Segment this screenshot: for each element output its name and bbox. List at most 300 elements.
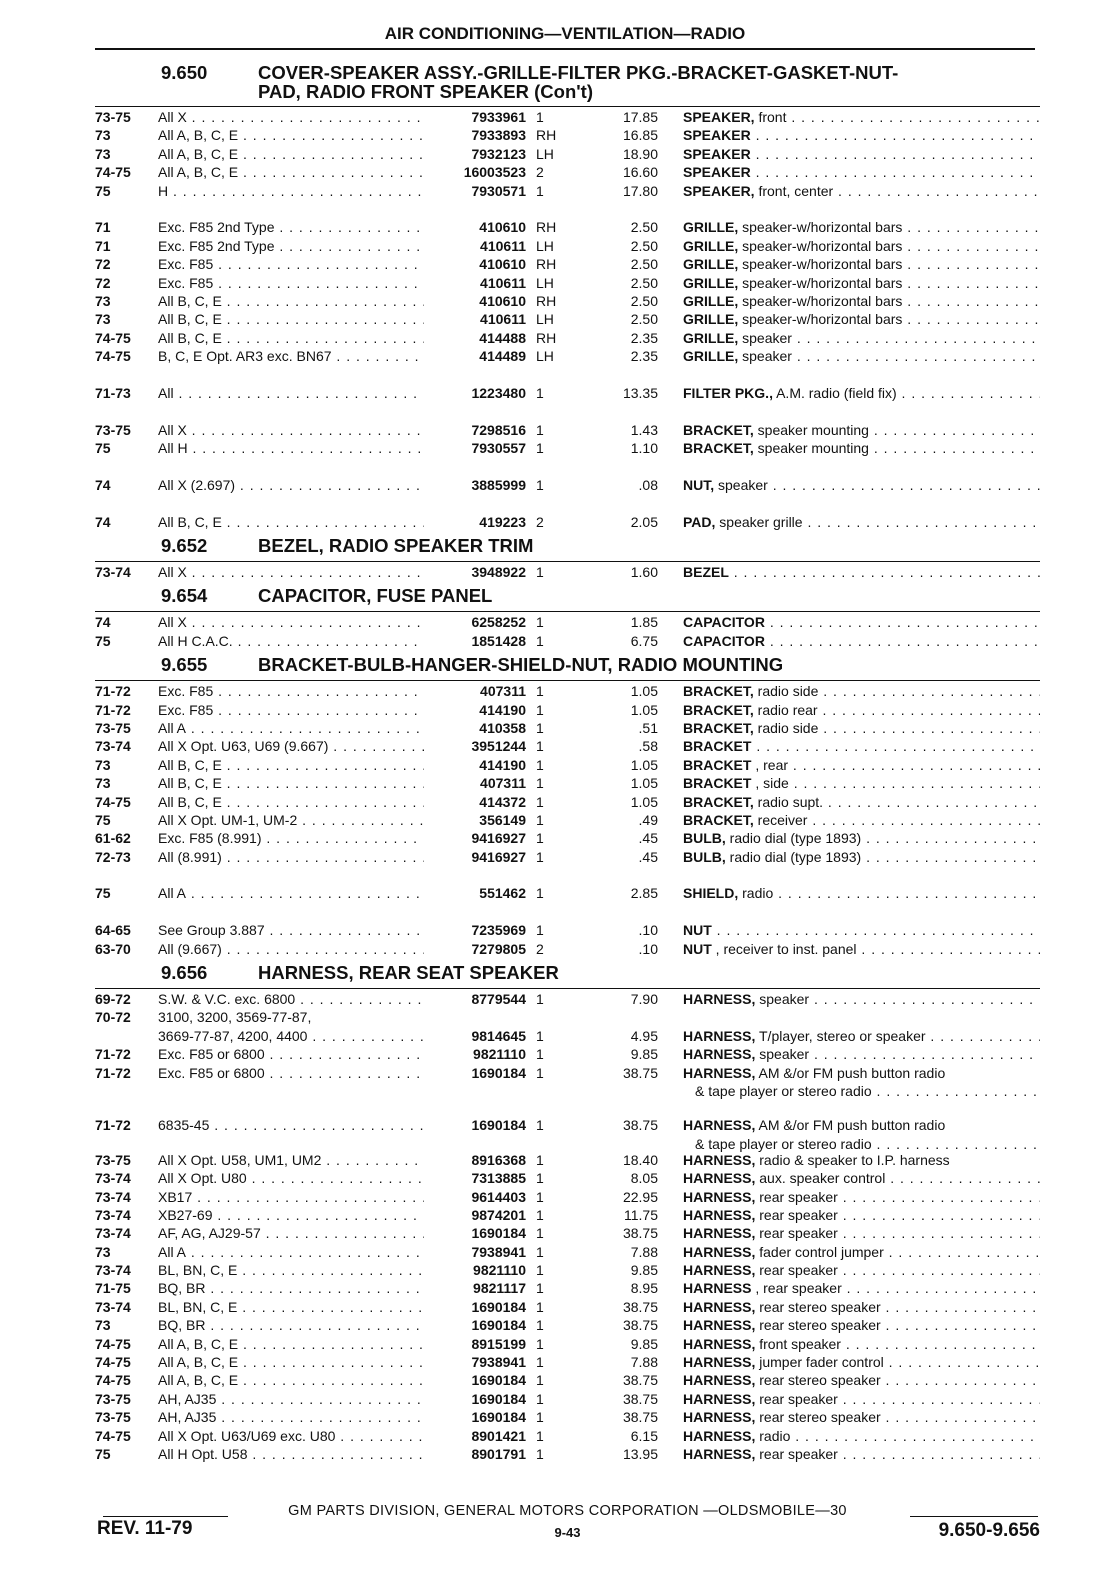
price: .49 [638,811,658,828]
price: 1.05 [630,683,658,700]
part-number: 16003523 [463,164,526,181]
quantity: 1 [536,1446,544,1462]
part-name: SPEAKER [683,127,751,144]
part-description [683,182,1040,200]
part-number: 410611 [480,311,526,328]
part-number: 410611 [480,237,526,254]
model-years: 64-65 [95,922,131,939]
application: All (8.991) . . . [158,848,424,866]
part-row [95,421,1040,439]
part-number: 8915199 [471,1335,526,1352]
part-description [683,476,1040,494]
application: All A, B, C, E . . . [158,1353,424,1371]
part-name: BRACKET [683,738,752,755]
model-years: 75 [95,182,111,199]
part-description [683,421,1040,439]
part-detail: rear speaker [755,1225,838,1242]
part-row [95,476,1040,494]
part-description [683,1427,1040,1445]
part-row [95,1169,1040,1187]
part-description [683,1335,1040,1353]
model-years: 73-75 [95,421,131,438]
part-number: 9614403 [471,1188,526,1205]
application: All B, C, E . . . [158,329,424,347]
part-description [683,329,1040,347]
application: AH, AJ35 . . . [158,1408,424,1426]
quantity: 1 [536,1117,544,1134]
price: 38.75 [622,1372,658,1389]
price: 2.50 [630,292,658,309]
price: .10 [638,940,658,957]
footer-revision: REV. 11-79 [97,1518,193,1539]
part-row [95,1045,1040,1063]
section-heading [95,958,1040,986]
part-description [683,1169,1040,1187]
quantity: 1 [536,109,544,125]
part-number: 3951244 [471,738,526,755]
model-years: 73 [95,311,111,328]
part-detail: speaker-w/horizontal bars [738,311,903,328]
part-number: 414190 [479,756,526,773]
part-number: 6258252 [471,614,526,631]
quantity: 1 [536,1188,544,1205]
application: XB17 . . . [158,1188,424,1206]
model-years: 71 [95,237,111,254]
part-number: 7313885 [471,1170,526,1187]
model-years: 73-74 [95,1262,131,1279]
model-years: 75 [95,632,111,649]
part-row [95,884,1040,902]
price: 13.95 [622,1446,658,1462]
part-row [95,613,1040,631]
part-name: GRILLE, [683,292,739,309]
part-row [95,108,1040,126]
quantity: 1 [536,632,544,649]
part-row [95,793,1040,811]
price: 13.35 [622,384,658,401]
part-row [95,1353,1040,1371]
price: .45 [638,830,658,847]
application: BQ, BR . . . [158,1279,424,1297]
price: 38.75 [622,1225,658,1242]
part-description [683,1045,1040,1063]
part-detail: radio dial (type 1893) [725,848,862,865]
model-years: 74-75 [95,164,131,181]
quantity: 1 [536,1335,544,1352]
model-years: 74-75 [95,1372,131,1389]
model-years: 73 [95,756,111,773]
quantity: 1 [536,1151,544,1168]
price: 2.50 [630,311,658,328]
part-row [95,1261,1040,1279]
part-name: HARNESS, [683,1409,756,1426]
application: All A, B, C, E . . . [158,145,424,163]
part-description [683,384,1040,402]
part-row [95,255,1040,273]
part-row [95,1224,1040,1242]
application: All B, C, E . . . [158,774,424,792]
part-description [683,829,1040,847]
model-years: 73-75 [95,1151,131,1168]
model-years: 74-75 [95,1427,131,1444]
quantity: RH [536,127,557,144]
part-description [683,613,1040,631]
part-row [95,292,1040,310]
price: 2.50 [630,237,658,254]
part-detail: , rear [751,756,789,773]
part-row [95,1027,1040,1045]
price: 4.95 [630,1027,658,1044]
model-years: 72-73 [95,848,131,865]
part-row [95,1188,1040,1206]
part-description [683,439,1040,457]
application: All B, C, E . . . [158,513,424,531]
part-row [95,310,1040,328]
price: 11.75 [624,1206,658,1223]
part-description [683,145,1040,163]
application: All . . . [158,384,424,402]
part-detail: speaker [755,1046,810,1063]
price: 6.75 [630,632,658,649]
price: 38.75 [622,1298,658,1315]
part-row [95,1064,1040,1082]
part-detail: speaker-w/horizontal bars [738,274,903,291]
quantity: 1 [536,1046,544,1063]
part-row [95,774,1040,792]
part-number: 410358 [479,719,526,736]
part-description [683,347,1040,365]
catalog-section [95,958,1040,1463]
part-detail: , receiver to inst. panel [711,940,857,957]
part-row [95,1445,1040,1463]
application: All X . . . [158,613,424,631]
quantity: 1 [536,1390,544,1407]
model-years: 74-75 [95,348,131,365]
part-detail: rear speaker [755,1262,838,1279]
part-number: 8916368 [471,1151,526,1168]
quantity: 1 [536,1225,544,1242]
part-number: 414489 [479,348,526,365]
price: 1.43 [630,421,658,438]
part-number: 8779544 [471,991,526,1008]
application: All A, B, C, E . . . [158,1371,424,1389]
part-row [95,1243,1040,1261]
quantity: 1 [536,1372,544,1389]
part-detail: radio dial (type 1893) [725,830,862,847]
part-detail: AM &/or FM push button radio [755,1064,946,1081]
part-number: 1690184 [471,1372,526,1389]
application: Exc. F85 . . . [158,255,424,273]
part-detail: speaker-w/horizontal bars [738,292,903,309]
model-years: 73 [95,127,111,144]
price: 38.75 [622,1117,658,1134]
part-name: GRILLE, [683,311,739,328]
model-years: 73-74 [95,563,131,580]
application: All X . . . [158,108,424,126]
part-row [95,811,1040,829]
part-row [95,921,1040,939]
part-number: 1690184 [471,1117,526,1134]
part-number: 9416927 [471,830,526,847]
part-name: HARNESS, [683,1354,756,1371]
part-name: BRACKET, [683,683,754,700]
part-name: HARNESS, [683,1027,756,1044]
quantity: 1 [536,683,544,700]
part-detail: speaker [738,348,792,365]
part-name: GRILLE, [683,274,739,291]
application: AF, AG, AJ29-57 . . . [158,1224,424,1242]
application: All A, B, C, E . . . [158,126,424,144]
model-years: 71-73 [95,384,131,401]
price: 1.05 [630,701,658,718]
price: .45 [638,848,658,865]
part-number: 8901421 [471,1427,526,1444]
part-number: 407311 [480,683,526,700]
application: 3100, 3200, 3569-77-87, [158,1009,312,1026]
quantity: 1 [536,182,544,199]
model-years: 73 [95,145,111,162]
part-number: 1690184 [471,1225,526,1242]
quantity: 1 [536,811,544,828]
part-name: HARNESS, [683,1262,756,1279]
application: All A . . . [158,884,424,902]
price: 7.88 [630,1354,658,1371]
parts-catalog-content [95,58,1040,1463]
model-years: 73 [95,1243,111,1260]
model-years: 61-62 [95,830,131,847]
part-row [95,682,1040,700]
quantity: 1 [536,1170,544,1187]
quantity: 1 [536,885,544,902]
price: 38.75 [622,1064,658,1081]
price: 38.75 [622,1390,658,1407]
part-name: HARNESS, [683,1390,756,1407]
part-detail: radio supt. [753,793,824,810]
part-name: HARNESS, [683,1317,756,1334]
part-number: 1690184 [471,1317,526,1334]
part-description [683,1371,1040,1389]
application: All (9.667) . . . [158,940,424,958]
part-number: 7932123 [471,145,526,162]
catalog-section [95,531,1040,581]
part-row [95,719,1040,737]
part-name: SPEAKER [683,164,751,181]
price: 16.85 [622,127,658,144]
part-detail: radio rear [753,701,818,718]
application: All H C.A.C. . . . [158,632,424,650]
part-row [95,1408,1040,1426]
application: See Group 3.887 . . . [158,921,424,939]
part-number: 410610 [479,256,526,273]
part-description [683,310,1040,328]
part-name: HARNESS, [683,1151,756,1168]
part-name: SPEAKER, [683,109,755,125]
part-description [683,1390,1040,1408]
application: All H . . . [158,439,424,457]
quantity: RH [536,219,557,236]
quantity: 1 [536,1317,544,1334]
part-number: 7933893 [471,127,526,144]
quantity: 1 [536,1280,544,1297]
price: 2.85 [630,885,658,902]
application: All X Opt. U63, U69 (9.667) . . . [158,737,424,755]
part-number: 419223 [479,513,526,530]
quantity: 1 [536,563,544,580]
part-detail: front [754,109,787,125]
quantity: 1 [536,1064,544,1081]
application: BL, BN, C, E . . . [158,1261,424,1279]
part-row [95,513,1040,531]
part-name: BRACKET, [683,701,754,718]
part-number: 3948922 [471,563,526,580]
section-number: 9.650 [161,62,208,83]
quantity: 1 [536,384,544,401]
quantity: 1 [536,793,544,810]
quantity: 1 [536,421,544,438]
quantity: LH [536,274,554,291]
price: 2.05 [630,513,658,530]
part-detail: radio [738,885,774,902]
model-years: 74-75 [95,1335,131,1352]
application: All A, B, C, E . . . [158,163,424,181]
quantity: 2 [536,164,544,181]
model-years: 73-75 [95,1409,131,1426]
price: 18.40 [622,1151,658,1168]
application: All A . . . [158,1243,424,1261]
section-title: CAPACITOR, FUSE PANEL [258,585,493,607]
part-detail: rear stereo speaker [755,1409,881,1426]
model-years: 71-72 [95,683,131,700]
part-detail: rear speaker [755,1188,838,1205]
model-years: 72 [95,274,111,291]
part-description [683,563,1040,581]
part-description [683,1279,1040,1297]
part-row [95,384,1040,402]
part-name: CAPACITOR [683,614,765,631]
quantity: 1 [536,738,544,755]
catalog-section [95,650,1040,958]
part-description [683,632,1040,650]
part-description [683,1408,1040,1426]
price: 7.88 [630,1243,658,1260]
part-description [683,682,1040,700]
part-row [95,1427,1040,1445]
price: 7.90 [630,991,658,1008]
part-name: GRILLE, [683,329,739,346]
section-heading [95,581,1040,609]
model-years: 73-74 [95,1170,131,1187]
application: All H Opt. U58 . . . [158,1445,424,1463]
part-detail: A.M. radio (field fix) [772,384,897,401]
quantity: LH [536,311,554,328]
section-rule [95,680,1040,681]
price: .58 [638,738,658,755]
section-title: HARNESS, REAR SEAT SPEAKER [258,962,559,984]
quantity: 1 [536,756,544,773]
part-name: BRACKET, [683,440,754,457]
price: 9.85 [630,1046,658,1063]
part-row [95,163,1040,181]
part-row [95,1371,1040,1389]
quantity: RH [536,256,557,273]
part-description [683,1116,1040,1134]
model-years: 75 [95,811,111,828]
quantity: 1 [536,922,544,939]
part-detail: rear speaker [755,1390,838,1407]
application: All X Opt. U63/U69 exc. U80 . . . [158,1427,424,1445]
part-row [95,237,1040,255]
part-detail: , side [751,775,789,792]
part-row [95,1116,1040,1134]
part-number: 7930557 [471,440,526,457]
part-name: HARNESS [683,1280,752,1297]
part-detail: rear stereo speaker [755,1372,881,1389]
price: 6.15 [630,1427,658,1444]
section-title: BEZEL, RADIO SPEAKER TRIM [258,534,534,556]
part-row [95,439,1040,457]
part-number: 1690184 [471,1298,526,1315]
section-rule [95,988,1040,989]
part-name: BRACKET, [683,421,754,438]
part-description [683,1151,1040,1169]
part-description [683,513,1040,531]
part-detail: speaker-w/horizontal bars [738,219,903,236]
part-name: NUT [683,940,712,957]
part-number: 7933961 [471,109,526,125]
catalog-section [95,58,1040,531]
part-number: 7298516 [471,421,526,438]
part-description [683,719,1040,737]
model-years: 71-72 [95,1117,131,1134]
application: H . . . [158,182,424,200]
application: Exc. F85 . . . [158,701,424,719]
part-description [683,255,1040,273]
section-number: 9.656 [161,962,208,984]
part-row [95,940,1040,958]
part-number: 410611 [480,274,526,291]
price: 9.85 [630,1335,658,1352]
part-number: 407311 [480,775,526,792]
part-description [683,1445,1040,1463]
part-detail: radio side [753,719,819,736]
part-number: 9821110 [473,1046,526,1063]
quantity: 1 [536,830,544,847]
part-description [683,1188,1040,1206]
part-detail: radio [755,1427,791,1444]
model-years: 71-72 [95,1046,131,1063]
price: 2.50 [630,256,658,273]
application: Exc. F85 . . . [158,682,424,700]
model-years: 74-75 [95,1354,131,1371]
part-detail: aux. speaker control [755,1170,886,1187]
application: All A, B, C, E . . . [158,1335,424,1353]
part-number: 1851428 [471,632,526,649]
application: 3669-77-87, 4200, 4400 . . . [158,1027,424,1045]
part-name: BRACKET, [683,811,754,828]
part-row-continuation [95,1135,1040,1151]
quantity: 1 [536,991,544,1008]
quantity: 1 [536,614,544,631]
part-row [95,347,1040,365]
part-description [683,218,1040,236]
part-detail: rear stereo speaker [755,1298,881,1315]
part-detail: rear stereo speaker [755,1317,881,1334]
part-description [683,126,1040,144]
section-heading [95,531,1040,559]
part-row [95,1008,1040,1026]
quantity: 1 [536,719,544,736]
part-number: 8901791 [471,1446,526,1462]
